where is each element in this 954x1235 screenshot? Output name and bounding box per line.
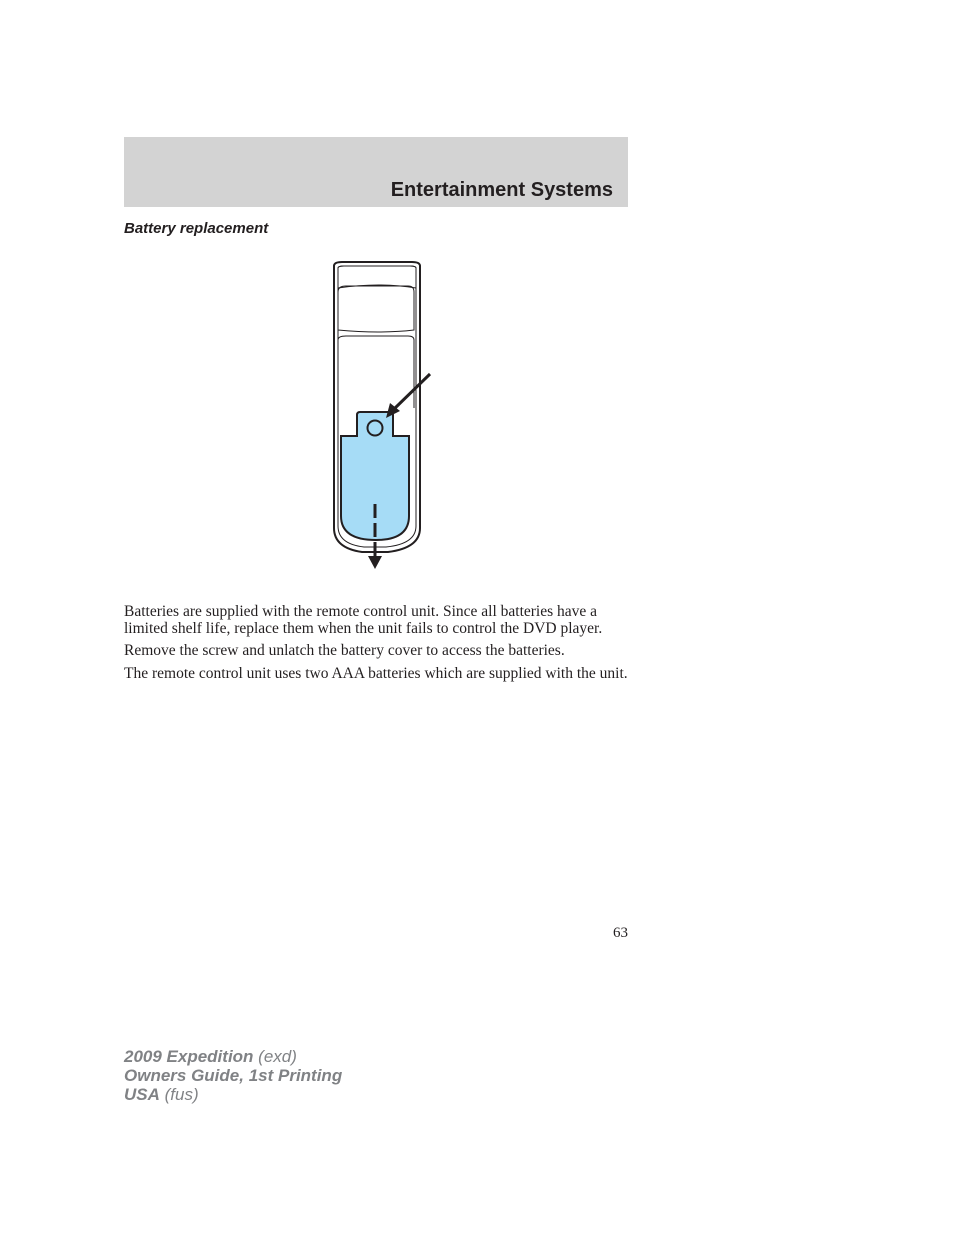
footer-line-2	[124, 1066, 342, 1085]
footer-region-code: (fus)	[164, 1085, 199, 1104]
footer-line-1	[124, 1047, 342, 1066]
footer-region: USA	[124, 1085, 160, 1104]
footer-model: 2009 Expedition	[124, 1047, 254, 1066]
body-text	[124, 604, 628, 688]
page-number: 63	[613, 925, 628, 941]
paragraph-aaa-batteries: The remote control unit uses two AAA batteries which are supplied with the unit.	[124, 664, 628, 682]
footer	[124, 1047, 342, 1104]
footer-guide: Owners Guide, 1st Printing	[124, 1066, 343, 1085]
slide-arrow-head	[368, 556, 382, 569]
remote-control-icon	[320, 258, 440, 574]
remote-illustration	[320, 258, 440, 574]
subheading: Battery replacement	[124, 220, 269, 237]
paragraph-remove-screw: Remove the screw and unlatch the battery cover to access the batteries.	[124, 642, 565, 659]
footer-line-3	[124, 1085, 342, 1104]
paragraph-batteries-supplied: Batteries are supplied with the remote control unit. Since all batteries have a limited shelf life, replace them when the unit fails to control the DVD player.	[124, 603, 603, 637]
header-band	[124, 137, 628, 207]
screw-icon	[368, 421, 383, 436]
footer-model-code: (exd)	[258, 1047, 297, 1066]
section-title: Entertainment Systems	[390, 179, 613, 201]
